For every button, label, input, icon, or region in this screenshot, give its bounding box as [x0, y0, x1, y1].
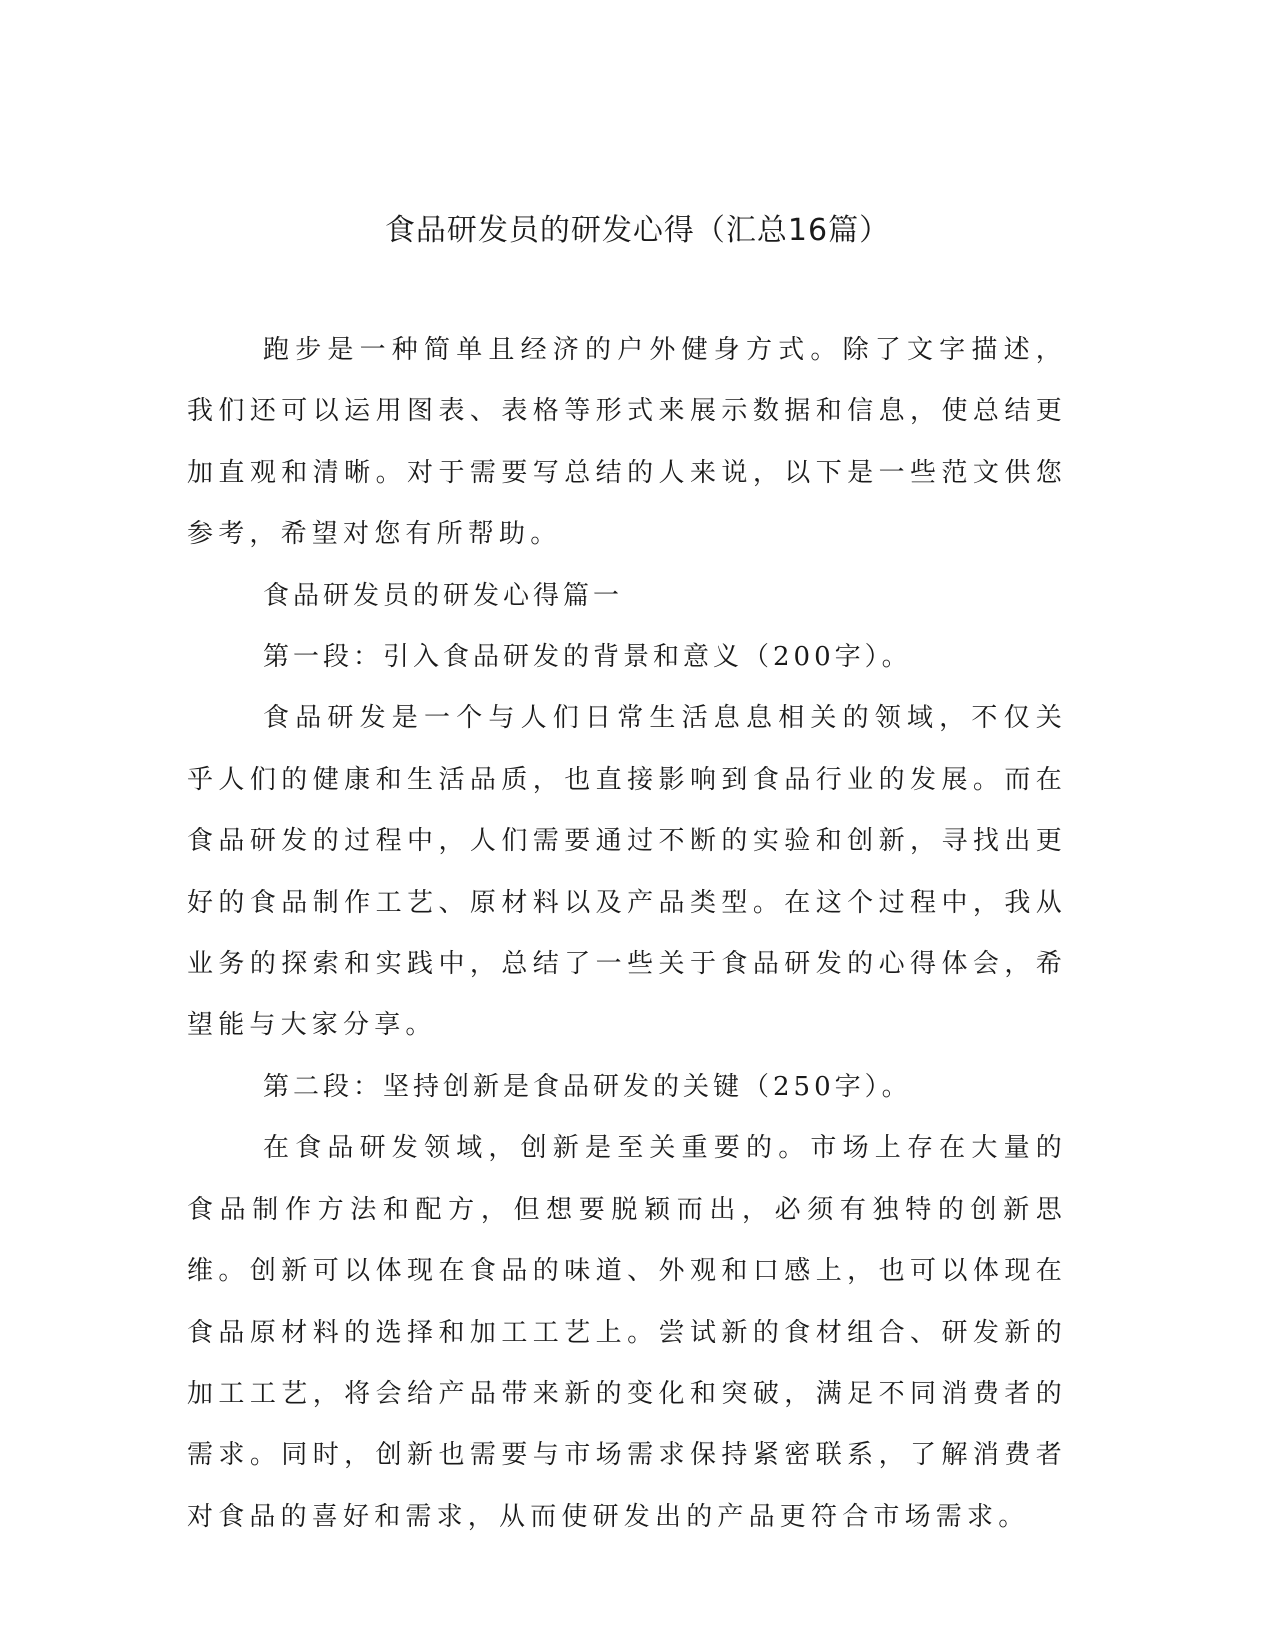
paragraph-1-body: 食品研发是一个与人们日常生活息息相关的领域，不仅关乎人们的健康和生活品质，也直接影响到食品行业的发展。而在食品研发的过程中，人们需要通过不断的实验和创新，寻找出更好的食品制作工艺、原材料以及产品类型。在这个过程中，我从业务的探索和实践中，总结了一些关于食品研发的心得体会，希望能与大家分享。 [187, 703, 1067, 1041]
paragraph-2-body: 在食品研发领域，创新是至关重要的。市场上存在大量的食品制作方法和配方，但想要脱颖而出，必须有独特的创新思维。创新可以体现在食品的味道、外观和口感上，也可以体现在食品原材料的选择和加工工艺上。尝试新的食材组合、研发新的加工工艺，将会给产品带来新的变化和突破，满足不同消费者的需求。同时，创新也需要与市场需求保持紧密联系，了解消费者对食品的喜好和需求，从而使研发出的产品更符合市场需求。 [187, 1133, 1067, 1532]
intro-paragraph: 跑步是一种简单且经济的户外健身方式。除了文字描述，我们还可以运用图表、表格等形式来展示数据和信息，使总结更加直观和清晰。对于需要写总结的人来说，以下是一些范文供您参考，希望对您有所帮助。 [187, 335, 1067, 550]
section-title: 食品研发员的研发心得篇一 [263, 580, 624, 611]
paragraph-1-heading: 第一段：引入食品研发的背景和意义（200字）。 [263, 642, 912, 673]
document-title: 食品研发员的研发心得（汇总16篇） [384, 213, 891, 248]
document-body [187, 320, 1067, 1548]
paragraph-2-heading: 第二段：坚持创新是食品研发的关键（250字）。 [263, 1071, 912, 1102]
